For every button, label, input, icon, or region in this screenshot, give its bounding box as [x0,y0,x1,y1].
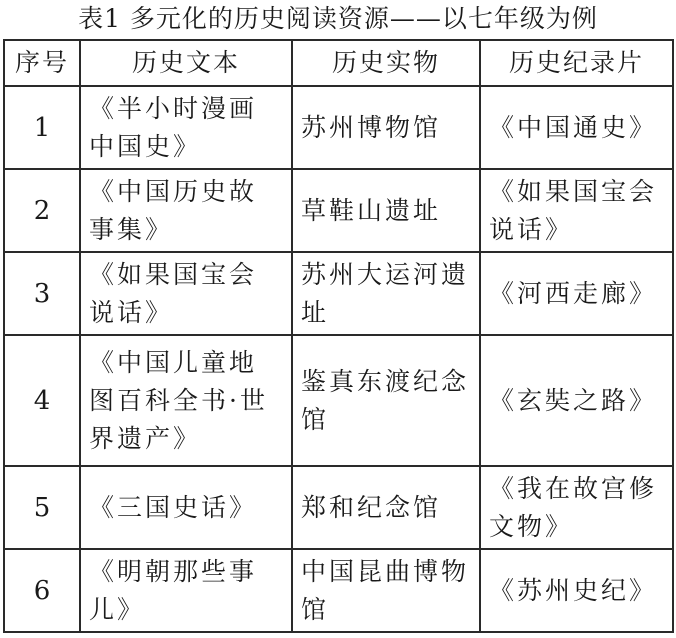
header-serial-number: 序号 [4,40,80,86]
cell-historical-artifact: 苏州博物馆 [292,86,480,169]
reading-resources-table [3,39,674,633]
table-row [4,86,673,169]
header-historical-documentary: 历史纪录片 [480,40,673,86]
cell-serial-number: 5 [4,466,80,549]
cell-historical-artifact: 鉴真东渡纪念馆 [292,335,480,466]
table-row [4,549,673,632]
cell-serial-number: 2 [4,169,80,252]
table-caption: 表1 多元化的历史阅读资源——以七年级为例 [78,4,598,33]
cell-serial-number: 4 [4,335,80,466]
cell-historical-artifact: 草鞋山遗址 [292,169,480,252]
cell-historical-documentary: 《苏州史纪》 [480,549,673,632]
cell-historical-text: 《中国历史故事集》 [80,169,292,252]
cell-historical-artifact: 苏州大运河遗址 [292,252,480,335]
cell-serial-number: 6 [4,549,80,632]
cell-historical-documentary: 《中国通史》 [480,86,673,169]
table-row [4,335,673,466]
cell-historical-documentary: 《如果国宝会说话》 [480,169,673,252]
header-historical-artifact: 历史实物 [292,40,480,86]
cell-historical-documentary: 《我在故宫修文物》 [480,466,673,549]
cell-historical-documentary: 《河西走廊》 [480,252,673,335]
cell-historical-text: 《中国儿童地图百科全书·世界遗产》 [80,335,292,466]
cell-serial-number: 3 [4,252,80,335]
table-row [4,252,673,335]
table-row [4,169,673,252]
cell-historical-text: 《明朝那些事儿》 [80,549,292,632]
cell-historical-text: 《如果国宝会说话》 [80,252,292,335]
cell-historical-documentary: 《玄奘之路》 [480,335,673,466]
header-historical-text: 历史文本 [80,40,292,86]
table-row [4,466,673,549]
cell-historical-text: 《三国史话》 [80,466,292,549]
cell-serial-number: 1 [4,86,80,169]
cell-historical-text: 《半小时漫画中国史》 [80,86,292,169]
cell-historical-artifact: 中国昆曲博物馆 [292,549,480,632]
cell-historical-artifact: 郑和纪念馆 [292,466,480,549]
table-header-row [4,40,673,86]
